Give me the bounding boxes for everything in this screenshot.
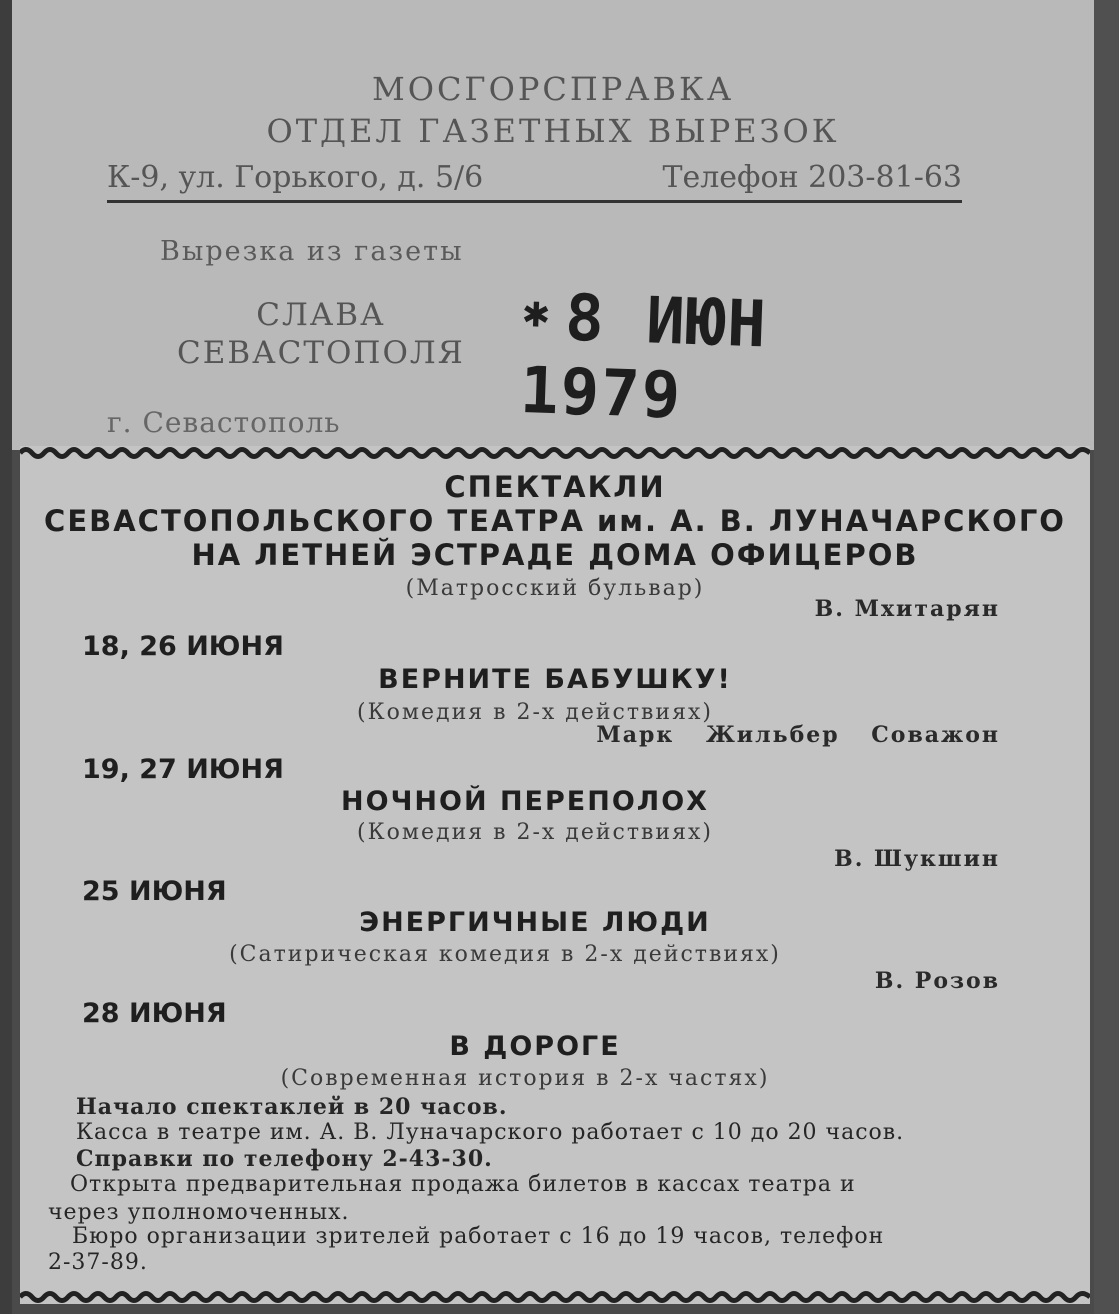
header-rule: [107, 200, 962, 203]
play-dates: 25 ИЮНЯ: [82, 876, 227, 907]
star-icon: ✱: [522, 285, 553, 338]
footer-line: Касса в театре им. А. В. Луначарского работает с 10 до 20 часов.: [76, 1120, 905, 1145]
play-author: В. Шукшин: [834, 846, 1000, 872]
footer-line: Справки по телефону 2-43-30.: [76, 1146, 493, 1172]
city: г. Севастополь: [107, 406, 341, 439]
play-genre: (Современная история в 2-х частях): [280, 1066, 770, 1091]
play-dates: 19, 27 ИЮНЯ: [82, 754, 284, 785]
play-title: В ДОРОГЕ: [449, 1031, 621, 1062]
newspaper-name-line2: СЕВАСТОПОЛЯ: [177, 335, 465, 371]
play-author: В. Мхитарян: [814, 596, 1000, 622]
footer-line: Бюро организации зрителей работает с 16 до 19 часов, телефон: [72, 1224, 885, 1249]
announcement-subtitle: СЕВАСТОПОЛЬСКОГО ТЕАТРА им. А. В. ЛУНАЧАРСКОГО: [44, 504, 1066, 538]
phone: Телефон 203-81-63: [662, 160, 962, 195]
announcement-venue-line: НА ЛЕТНЕЙ ЭСТРАДЕ ДОМА ОФИЦЕРОВ: [191, 538, 919, 572]
stamp-date: 8 ИЮН 1979: [518, 281, 770, 434]
footer-line: через уполномоченных.: [48, 1200, 350, 1225]
address: К-9, ул. Горького, д. 5/6: [107, 160, 484, 195]
play-author: В. Розов: [874, 968, 1000, 994]
clipping-from-label: Вырезка из газеты: [160, 236, 464, 267]
wavy-border-top: [20, 446, 1090, 460]
play-genre: (Комедия в 2-х действиях): [357, 820, 713, 845]
play-genre: (Комедия в 2-х действиях): [357, 700, 713, 725]
org-name: МОСГОРСПРАВКА: [371, 70, 735, 108]
left-edge-shadow: [0, 0, 12, 1314]
announcement-title: СПЕКТАКЛИ: [444, 470, 666, 504]
right-edge-shadow: [1094, 0, 1119, 1314]
newspaper-name-line1: СЛАВА: [256, 297, 386, 333]
newspaper-clipping: [20, 446, 1090, 1304]
newspaper-name: [177, 296, 465, 372]
footer-line: Открыта предварительная продажа билетов в кассах театра и: [70, 1172, 856, 1197]
date-stamp: [518, 280, 944, 434]
footer-line: Начало спектаклей в 20 часов.: [76, 1094, 508, 1120]
wavy-border-bottom: [20, 1290, 1090, 1304]
play-title: ЭНЕРГИЧНЫЕ ЛЮДИ: [359, 907, 711, 938]
department-name: ОТДЕЛ ГАЗЕТНЫХ ВЫРЕЗОК: [266, 112, 840, 150]
play-genre: (Сатирическая комедия в 2-х действиях): [229, 942, 781, 967]
play-author: Марк Жильбер Соважон: [596, 722, 1000, 748]
play-title: НОЧНОЙ ПЕРЕПОЛОХ: [341, 786, 709, 817]
venue-note: (Матросский бульвар): [405, 576, 705, 601]
clipping-service-card: [12, 0, 1094, 450]
footer-line: 2-37-89.: [48, 1250, 148, 1275]
play-title: ВЕРНИТЕ БАБУШКУ!: [378, 664, 732, 695]
play-dates: 18, 26 ИЮНЯ: [82, 631, 284, 662]
play-dates: 28 ИЮНЯ: [82, 998, 227, 1029]
